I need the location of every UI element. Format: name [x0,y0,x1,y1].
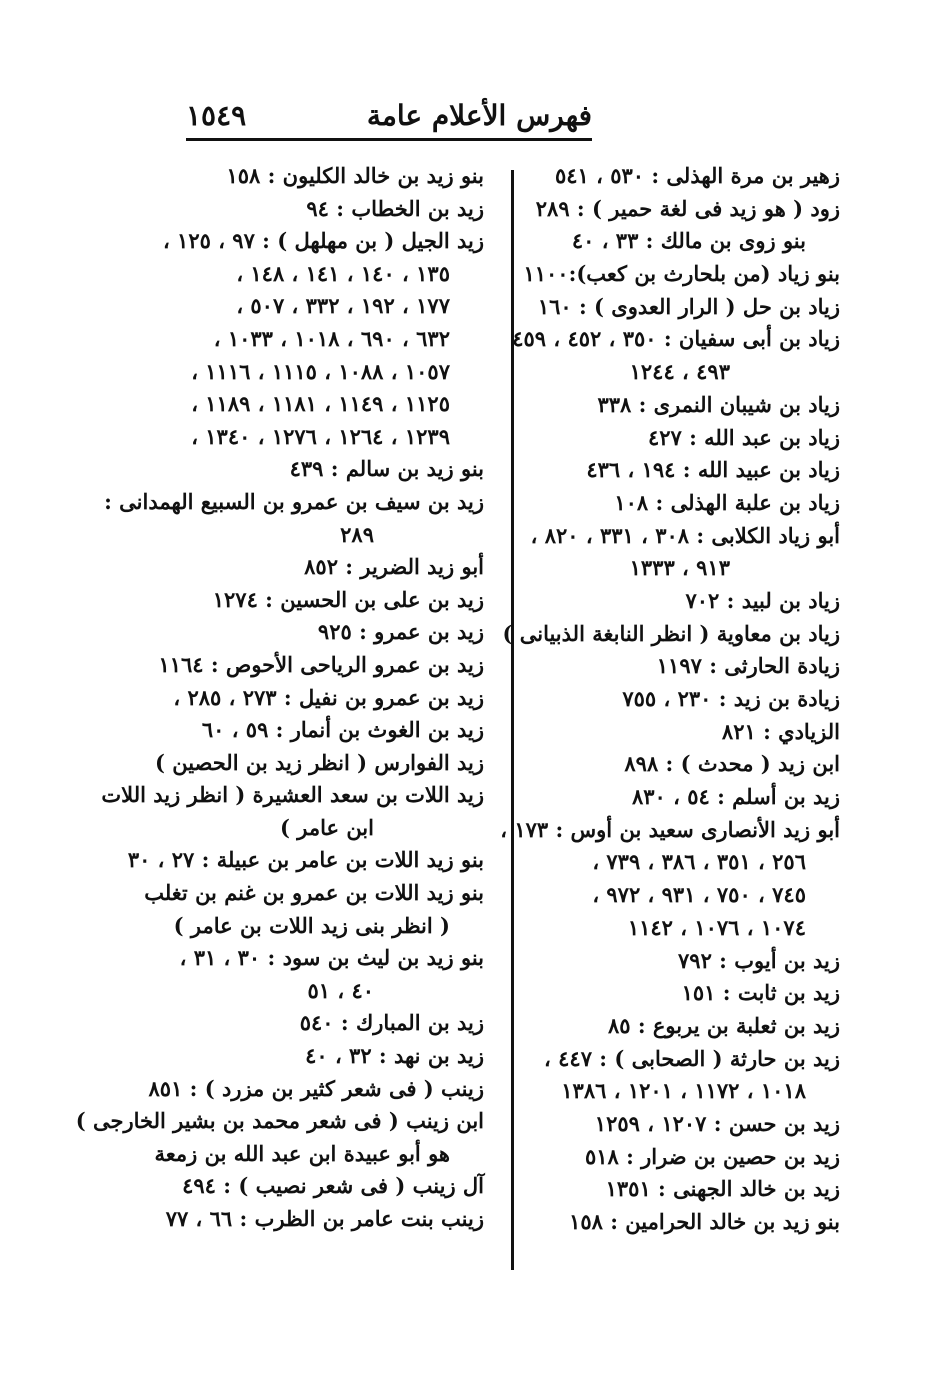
index-entry: بنو زيد اللات بن عمرو بن غنم بن تغلب [144,880,484,906]
index-entry: زيد بن أسلم : ٥٤ ، ٨٣٠ [631,784,840,810]
index-entry-continuation: ١٠١٨ ، ١١٧٢ ، ١٢٠١ ، ١٣٨٦ [561,1078,806,1104]
index-column-left [75,160,484,1236]
page-number: ١٥٤٩ [186,99,247,132]
index-entry: زود ( هو زيد فى لغة حمير ) : ٢٨٩ [535,195,840,221]
index-entry-continuation: ( انظر بنى زيد اللات بن عامر ) [173,912,450,938]
index-entry-continuation: ١٧٧ ، ١٩٢ ، ٣٣٢ ، ٥٠٧ ، [236,293,450,319]
column-divider [511,170,514,1270]
index-entry: بنو زيد بن سالم : ٤٣٩ [289,456,484,482]
index-entry-continuation: ٩١٣ ، ١٣٣٣ [629,555,730,581]
index-entry: زياد بن لبيد : ٧٠٢ [685,587,840,613]
index-column-right [500,160,840,1239]
index-entry: زياد بن علبة الهذلى : ١٠٨ [614,489,840,515]
index-entry-continuation: ٦٣٢ ، ٦٩٠ ، ١٠١٨ ، ١٠٣٣ ، [213,325,450,351]
index-entry: بنو زوى بن مالك : ٣٣ ، ٤٠ [571,228,806,254]
index-entry: زيادة بن زيد : ٢٣٠ ، ٧٥٥ [622,686,840,711]
index-entry: زيد بن نهد : ٣٢ ، ٤٠ [305,1043,484,1069]
index-entry-continuation: هو أبو عبيدة ابن عبد الله بن زمعة [154,1140,450,1166]
index-entry: زينب ( فى شعر كثير بن مزرد ) : ٨٥١ [148,1075,484,1101]
index-entry-continuation: ١١٢٥ ، ١١٤٩ ، ١١٨١ ، ١١٨٩ ، [191,391,450,417]
index-entry: زياد بن حل ( الرار العدوى ) : ١٦٠ [537,293,840,319]
index-entry: زياد بن معاوية ( انظر النابغة الذبيانى ) [502,620,840,646]
index-entry: بنو زيد بن خالد الكليون : ١٥٨ [226,163,484,188]
index-entry: آل زينب ( فى شعر نصيب ) : ٤٩٤ [182,1173,484,1199]
index-entry: زيادة الحارثى : ١١٩٧ [656,653,840,679]
index-entry: زيد بن عمرو الرياحى الأحوص : ١١٦٤ [158,651,484,677]
index-entry: بنو زيد اللات بن عامر بن عبيلة : ٢٧ ، ٣٠ [127,847,484,873]
index-entry: زيد بن حسن : ١٢٠٧ ، ١٢٥٩ [594,1110,840,1136]
index-entry: زيد بن ثابت : ١٥١ [681,980,840,1006]
index-entry: زيد بن ثعلبة بن يربوع : ٨٥ [607,1012,840,1038]
index-entry-continuation: ١٠٧٤ ، ١٠٧٦ ، ١١٤٢ [627,914,806,940]
index-entry: زياد بن عبيد الله : ١٩٤ ، ٤٣٦ [586,457,840,483]
index-entry: زيد بن أيوب : ٧٩٢ [678,947,840,973]
index-entry: زيد الفوارس ( انظر زيد بن الحصين ) [154,749,484,775]
index-entry-continuation: ٤٠ ، ٥١ [307,977,374,1003]
index-entry: زيد بن على بن الحسين : ١٢٧٤ [212,586,484,612]
index-entry: الزيادي : ٨٢١ [721,718,840,744]
index-entry-continuation: ١٢٣٩ ، ١٢٦٤ ، ١٢٧٦ ، ١٣٤٠ ، [191,423,450,449]
index-entry: بنو زيد بن خالد الحرامين : ١٥٨ [569,1209,840,1234]
index-entry: زهير بن مرة الهذلى : ٥٣٠ ، ٥٤١ [554,163,840,188]
index-entry: زيد بن سيف بن عمرو بن السبيع الهمدانى : [104,488,484,514]
index-entry: بنو زيد بن ليث بن سود : ٣٠ ، ٣١ ، [179,945,484,971]
index-entry: زيد بن عمرو : ٩٢٥ [317,619,484,645]
page-title: فهرس الأعلام عامة [366,99,592,132]
index-entry: أبو زيد الضرير : ٨٥٢ [304,554,484,580]
index-entry: أبو زياد الكلابى : ٣٠٨ ، ٣٣١ ، ٨٢٠ ، [530,522,840,548]
index-entry: زيد بن حارثة ( الصحابى ) : ٤٤٧ ، [544,1045,840,1071]
index-entry: ابن زينب ( فى شعر محمد بن بشير الخارجى ) [75,1108,484,1134]
index-entry: زياد بن أبى سفيان : ٣٥٠ ، ٤٥٢ ، ٤٥٩ [512,326,840,352]
index-entry-continuation: ٤٩٣ ، ١٢٤٤ [629,359,730,385]
index-entry-continuation: ١٠٥٧ ، ١٠٨٨ ، ١١١٥ ، ١١١٦ ، [191,358,450,384]
index-entry: زيد بن حصين بن ضرار : ٥١٨ [584,1143,840,1169]
index-entry: زيد بن خالد الجهنى : ١٣٥١ [605,1176,840,1202]
page-header [186,96,592,136]
index-entry: زيد بن الخطاب : ٩٤ [306,195,484,221]
index-entry-continuation: ٢٨٩ [340,521,374,547]
index-entry-continuation: ٢٥٦ ، ٣٥١ ، ٣٨٦ ، ٧٣٩ ، [592,849,806,875]
index-entry: زياد بن عبد الله : ٤٢٧ [647,424,840,450]
index-entry: زياد بن شيبان النمرى : ٣٣٨ [597,391,840,417]
index-entry: زيد بن المبارك : ٥٤٠ [299,1010,484,1036]
header-rule [186,138,592,141]
index-entry-continuation: ابن عامر ) [280,814,374,840]
index-entry: زيد الجيل ( بن مهلهل ) : ٩٧ ، ١٢٥ ، [162,228,484,254]
index-entry: زيد بن عمرو بن نفيل : ٢٧٣ ، ٢٨٥ ، [173,684,484,710]
index-entry-continuation: ١٣٥ ، ١٤٠ ، ١٤١ ، ١٤٨ ، [236,260,450,286]
index-entry: بنو زياد (من بلحارث بن كعب):١١٠٠ [523,261,840,287]
index-entry: زيد اللات بن سعد العشيرة ( انظر زيد اللات [101,782,484,808]
index-entry: أبو زيد الأنصارى سعيد بن أوس : ١٧٣ ، [500,816,840,842]
index-entry: زيد بن الغوث بن أنمار : ٥٩ ، ٦٠ [201,717,484,743]
index-entry: زينب بنت عامر بن الظرب : ٦٦ ، ٧٧ [165,1206,484,1231]
index-entry: ابن زيد ( محدث ) : ٨٩٨ [624,751,840,777]
index-entry-continuation: ٧٤٥ ، ٧٥٠ ، ٩٣١ ، ٩٧٢ ، [592,882,806,908]
